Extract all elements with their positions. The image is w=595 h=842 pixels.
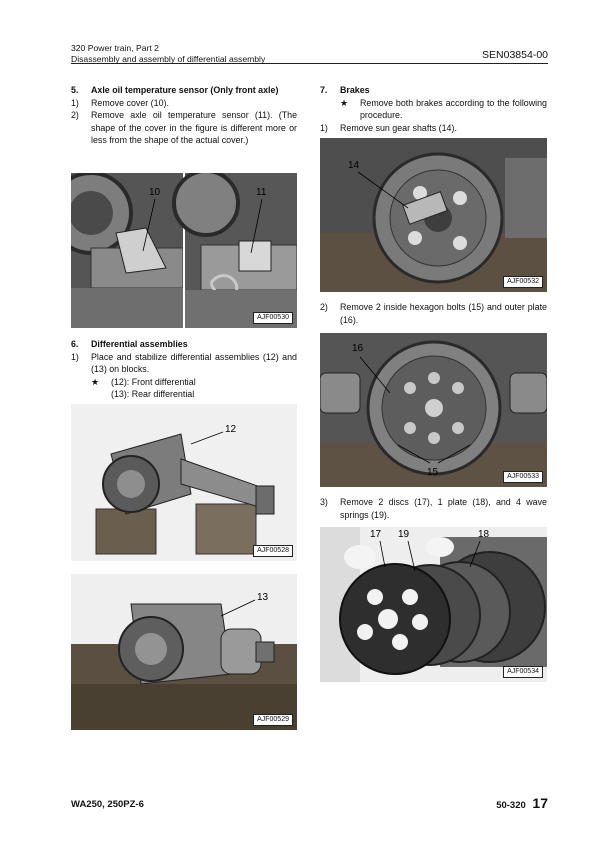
note-front-differential: ★ (12): Front differential: [91, 376, 196, 387]
page-number: 17: [532, 795, 548, 811]
step-6-heading: [71, 338, 297, 351]
header-rule: [71, 63, 548, 64]
callout-12: 12: [225, 424, 237, 435]
footer-model: WA250, 250PZ-6: [71, 799, 144, 810]
substep: 1) Remove cover (10).: [71, 97, 169, 108]
step-number: 5.: [71, 85, 79, 95]
figure-outer-plate: [320, 333, 547, 487]
note-rear-differential: (13): Rear differential: [111, 389, 195, 400]
substep: 2) Remove 2 inside hexagon bolts (15) and outer plate (16).: [320, 302, 547, 325]
header-section-title: 320 Power train, Part 2: [71, 43, 159, 53]
note-both-brakes: ★ Remove both brakes according to the following procedure.: [340, 97, 547, 121]
star-icon: ★: [340, 97, 348, 108]
step-5-heading: [71, 84, 297, 97]
callout-10: 10: [149, 187, 161, 198]
callout-13: 13: [257, 592, 269, 603]
callout-16: 16: [352, 343, 364, 354]
figure-code: AJF00528: [253, 545, 293, 557]
figure-code: AJF00532: [503, 276, 543, 288]
callout-19: 19: [398, 529, 410, 540]
substep: 2) Remove axle oil temperature sensor (11). (The shape of the cover in the figure is different more or less from the shape of the actual cover.): [71, 110, 297, 146]
step-6-text: [71, 338, 297, 401]
callout-18: 18: [478, 529, 490, 540]
step-number: 7.: [320, 85, 328, 95]
figure-code: AJF00534: [503, 666, 543, 678]
callout-14: 14: [348, 160, 360, 171]
figure-code: AJF00530: [253, 312, 293, 324]
photo-discs-plate-springs: [320, 527, 547, 682]
step-title: Axle oil temperature sensor (Only front axle): [91, 85, 279, 95]
step-7-substep-2: [320, 301, 547, 326]
step-7-substep-3: [320, 496, 547, 521]
callout-11: 11: [256, 187, 267, 198]
substep: 1) Place and stabilize differential assemblies (12) and (13) on blocks.: [71, 351, 297, 375]
step-5-text: [71, 84, 297, 147]
header-subtitle: Disassembly and assembly of differential assembly: [71, 54, 266, 64]
step-7-text: [320, 84, 547, 134]
callout-15: 15: [427, 467, 439, 478]
figure-code: AJF00533: [503, 471, 543, 483]
substep: 3) Remove 2 discs (17), 1 plate (18), and 4 wave springs (19).: [320, 497, 547, 520]
figure-rear-differential: [71, 574, 297, 730]
footer-section: 50-320: [496, 800, 526, 811]
photo-outer-plate: [320, 333, 547, 487]
step-title: Differential assemblies: [91, 339, 188, 349]
step-7-heading: [320, 84, 547, 97]
star-icon: ★: [91, 376, 99, 387]
photo-front-differential: [71, 404, 297, 561]
figure-cover-sensor: [71, 173, 297, 328]
document-code: SEN03854-00: [482, 49, 548, 61]
figure-front-differential: [71, 404, 297, 561]
footer-page-ref: [496, 795, 548, 811]
figure-code: AJF00529: [253, 714, 293, 726]
figure-discs-plate-springs: [320, 527, 547, 682]
running-header: [71, 43, 265, 65]
substep: 1) Remove sun gear shafts (14).: [320, 122, 457, 133]
callout-17: 17: [370, 529, 382, 540]
step-title: Brakes: [340, 85, 370, 95]
figure-sun-gear-shafts: [320, 138, 547, 292]
step-number: 6.: [71, 339, 79, 349]
